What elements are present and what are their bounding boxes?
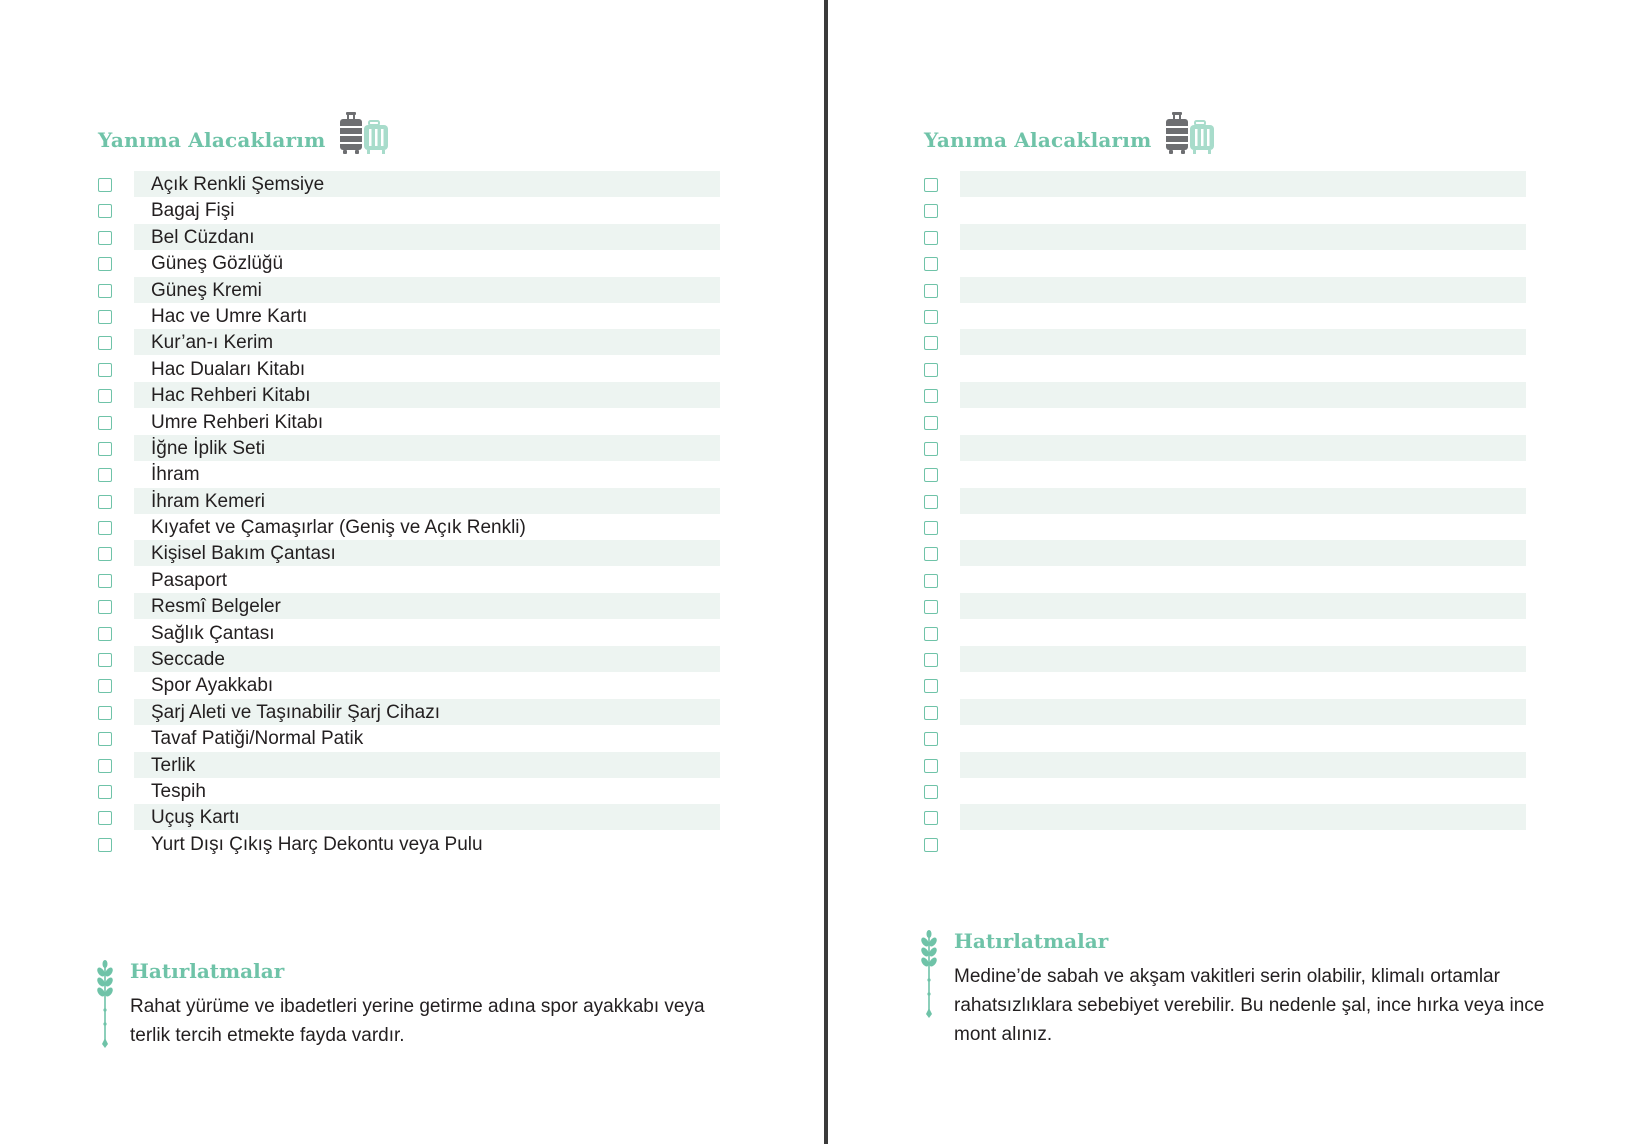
- checkbox[interactable]: [98, 547, 112, 561]
- item-label: İhram Kemeri: [151, 490, 266, 512]
- checkbox[interactable]: [98, 178, 112, 192]
- checkbox[interactable]: [924, 574, 938, 588]
- checklist-row: [924, 567, 1526, 593]
- item-label: Sağlık Çantası: [151, 622, 275, 644]
- checkbox[interactable]: [98, 363, 112, 377]
- item-label: Seccade: [151, 649, 225, 671]
- item-label: Terlik: [151, 754, 196, 776]
- checkbox[interactable]: [924, 600, 938, 614]
- row-band: [960, 224, 1526, 250]
- reminder-title: Hatırlatmalar: [130, 959, 285, 983]
- item-label: Hac ve Umre Kartı: [151, 305, 308, 327]
- item-label: Spor Ayakkabı: [151, 675, 274, 697]
- row-band: [960, 593, 1526, 619]
- right-page: [828, 0, 1632, 1144]
- checkbox[interactable]: [98, 442, 112, 456]
- checklist-row: [98, 646, 720, 672]
- row-band: [960, 646, 1526, 672]
- checklist-row: [98, 540, 720, 566]
- checklist-row: [924, 620, 1526, 646]
- checklist-row: [924, 356, 1526, 382]
- checklist-row: [98, 672, 720, 698]
- checklist-row: [924, 699, 1526, 725]
- item-label: Uçuş Kartı: [151, 807, 240, 829]
- blank-checklist: [924, 171, 1526, 857]
- checkbox[interactable]: [924, 495, 938, 509]
- checklist-row: [924, 831, 1526, 857]
- row-band: [960, 514, 1526, 540]
- checkbox[interactable]: [924, 231, 938, 245]
- row-band: [960, 171, 1526, 197]
- checklist-row: [98, 303, 720, 329]
- packing-checklist: [98, 171, 720, 857]
- checklist-row: [924, 409, 1526, 435]
- checklist-row: [98, 699, 720, 725]
- checkbox[interactable]: [924, 468, 938, 482]
- item-label: Güneş Gözlüğü: [151, 253, 284, 275]
- checkbox[interactable]: [98, 838, 112, 852]
- checklist-row: [98, 171, 720, 197]
- checklist-row: [98, 435, 720, 461]
- item-label: Güneş Kremi: [151, 279, 262, 301]
- item-label: İğne İplik Seti: [151, 437, 266, 459]
- checkbox[interactable]: [98, 759, 112, 773]
- item-label: Yurt Dışı Çıkış Harç Dekontu veya Pulu: [151, 833, 483, 855]
- row-band: [960, 778, 1526, 804]
- checkbox[interactable]: [98, 495, 112, 509]
- reminder-text: Medine’de sabah ve akşam vakitleri serin olabilir, klimalı ortamlar rahatsızlıklara sebebiyet verebilir. Bu nedenle şal, ince hırka veya ince mont alınız.: [954, 966, 1545, 1045]
- item-label: Bagaj Fişi: [151, 200, 235, 222]
- checkbox[interactable]: [98, 231, 112, 245]
- checklist-row: [924, 646, 1526, 672]
- checklist-row: [924, 778, 1526, 804]
- checklist-row: [98, 778, 720, 804]
- checkbox[interactable]: [98, 785, 112, 799]
- checklist-row: [924, 224, 1526, 250]
- checklist-row: [98, 197, 720, 223]
- checklist-row: [98, 593, 720, 619]
- checklist-row: [924, 250, 1526, 276]
- row-band: [960, 277, 1526, 303]
- row-band: [960, 620, 1526, 646]
- checklist-row: [924, 461, 1526, 487]
- checkbox[interactable]: [924, 521, 938, 535]
- row-band: [960, 409, 1526, 435]
- checkbox[interactable]: [924, 416, 938, 430]
- checkbox[interactable]: [98, 310, 112, 324]
- row-band: [960, 725, 1526, 751]
- checkbox[interactable]: [924, 785, 938, 799]
- checkbox[interactable]: [98, 416, 112, 430]
- row-band: [960, 197, 1526, 223]
- checkbox[interactable]: [924, 838, 938, 852]
- checkbox[interactable]: [98, 389, 112, 403]
- checklist-row: [98, 831, 720, 857]
- checkbox[interactable]: [98, 811, 112, 825]
- checkbox[interactable]: [924, 178, 938, 192]
- row-band: [134, 778, 720, 804]
- checkbox[interactable]: [98, 679, 112, 693]
- checklist-row: [98, 725, 720, 751]
- row-band: [960, 250, 1526, 276]
- item-label: İhram: [151, 464, 200, 486]
- row-band: [960, 303, 1526, 329]
- checkbox[interactable]: [924, 547, 938, 561]
- row-band: [960, 435, 1526, 461]
- checkbox[interactable]: [924, 389, 938, 403]
- checklist-row: [98, 804, 720, 830]
- checkbox[interactable]: [98, 284, 112, 298]
- row-band: [960, 672, 1526, 698]
- checklist-row: [924, 329, 1526, 355]
- checklist-row: [924, 593, 1526, 619]
- checklist-row: [98, 356, 720, 382]
- reminder-title: Hatırlatmalar: [954, 929, 1109, 953]
- reminder-text: Rahat yürüme ve ibadetleri yerine getirme adına spor ayakkabı veya terlik tercih etmekte fayda vardır.: [130, 996, 705, 1046]
- checkbox[interactable]: [924, 679, 938, 693]
- row-band: [960, 752, 1526, 778]
- checklist-row: [98, 567, 720, 593]
- item-label: Açık Renkli Şemsiye: [151, 174, 325, 195]
- row-band: [960, 488, 1526, 514]
- checklist-row: [98, 250, 720, 276]
- checkbox[interactable]: [98, 653, 112, 667]
- item-label: Pasaport: [151, 569, 228, 591]
- checkbox[interactable]: [98, 627, 112, 641]
- checklist-row: [98, 224, 720, 250]
- checkbox[interactable]: [924, 363, 938, 377]
- checkbox[interactable]: [924, 811, 938, 825]
- checkbox[interactable]: [98, 468, 112, 482]
- item-label: Bel Cüzdanı: [151, 226, 255, 248]
- row-band: [960, 329, 1526, 355]
- checklist-row: [924, 540, 1526, 566]
- checklist-row: [924, 435, 1526, 461]
- row-band: [960, 804, 1526, 830]
- row-band: [134, 461, 720, 487]
- checklist-row: [924, 303, 1526, 329]
- row-band: [960, 461, 1526, 487]
- checkbox[interactable]: [924, 204, 938, 218]
- checklist-row: [924, 672, 1526, 698]
- item-label: Tespih: [151, 780, 206, 802]
- checklist-row: [98, 461, 720, 487]
- page-title: Yanıma Alacaklarım: [98, 128, 326, 152]
- checklist-row: [98, 382, 720, 408]
- checklist-row: [924, 804, 1526, 830]
- checkbox[interactable]: [924, 627, 938, 641]
- checkbox[interactable]: [924, 759, 938, 773]
- checklist-row: [98, 409, 720, 435]
- checkbox[interactable]: [924, 336, 938, 350]
- checkbox[interactable]: [924, 284, 938, 298]
- checklist-row: [98, 277, 720, 303]
- row-band: [960, 831, 1526, 857]
- checkbox[interactable]: [924, 257, 938, 271]
- checkbox[interactable]: [924, 732, 938, 746]
- checklist-row: [98, 488, 720, 514]
- checkbox[interactable]: [98, 600, 112, 614]
- luggage-icon: [1163, 112, 1217, 156]
- item-label: Hac Rehberi Kitabı: [151, 385, 311, 407]
- checkbox[interactable]: [98, 204, 112, 218]
- row-band: [960, 699, 1526, 725]
- item-label: Resmî Belgeler: [151, 596, 281, 618]
- luggage-icon: [337, 112, 391, 156]
- checklist-row: [98, 514, 720, 540]
- checkbox[interactable]: [924, 653, 938, 667]
- checklist-row: [924, 171, 1526, 197]
- checkbox[interactable]: [98, 574, 112, 588]
- checklist-row: [924, 488, 1526, 514]
- item-label: Kişisel Bakım Çantası: [151, 543, 336, 565]
- page-title: Yanıma Alacaklarım: [924, 128, 1152, 152]
- row-band: [960, 356, 1526, 382]
- checkbox[interactable]: [924, 310, 938, 324]
- checklist-row: [924, 725, 1526, 751]
- checklist-row: [98, 329, 720, 355]
- item-label: Kur’an-ı Kerim: [151, 332, 274, 354]
- row-band: [960, 540, 1526, 566]
- checkbox[interactable]: [98, 706, 112, 720]
- checklist-row: [98, 620, 720, 646]
- checklist-row: [924, 752, 1526, 778]
- checklist-row: [924, 277, 1526, 303]
- item-label: Kıyafet ve Çamaşırlar (Geniş ve Açık Renkli): [151, 517, 526, 539]
- checkbox[interactable]: [98, 257, 112, 271]
- item-label: Tavaf Patiği/Normal Patik: [151, 728, 364, 750]
- checkbox[interactable]: [98, 521, 112, 535]
- checkbox[interactable]: [924, 442, 938, 456]
- row-band: [960, 567, 1526, 593]
- checkbox[interactable]: [924, 706, 938, 720]
- row-band: [134, 752, 720, 778]
- checkbox[interactable]: [98, 732, 112, 746]
- right-title-row: [924, 112, 1217, 156]
- checkbox[interactable]: [98, 336, 112, 350]
- wheat-icon: [920, 930, 938, 1018]
- left-title-row: [98, 112, 391, 156]
- wheat-icon: [96, 960, 114, 1048]
- checklist-row: [98, 752, 720, 778]
- item-label: Hac Duaları Kitabı: [151, 358, 306, 380]
- item-label: Şarj Aleti ve Taşınabilir Şarj Cihazı: [151, 701, 440, 723]
- item-label: Umre Rehberi Kitabı: [151, 411, 324, 433]
- checklist-row: [924, 514, 1526, 540]
- checklist-row: [924, 382, 1526, 408]
- row-band: [960, 382, 1526, 408]
- checklist-row: [924, 197, 1526, 223]
